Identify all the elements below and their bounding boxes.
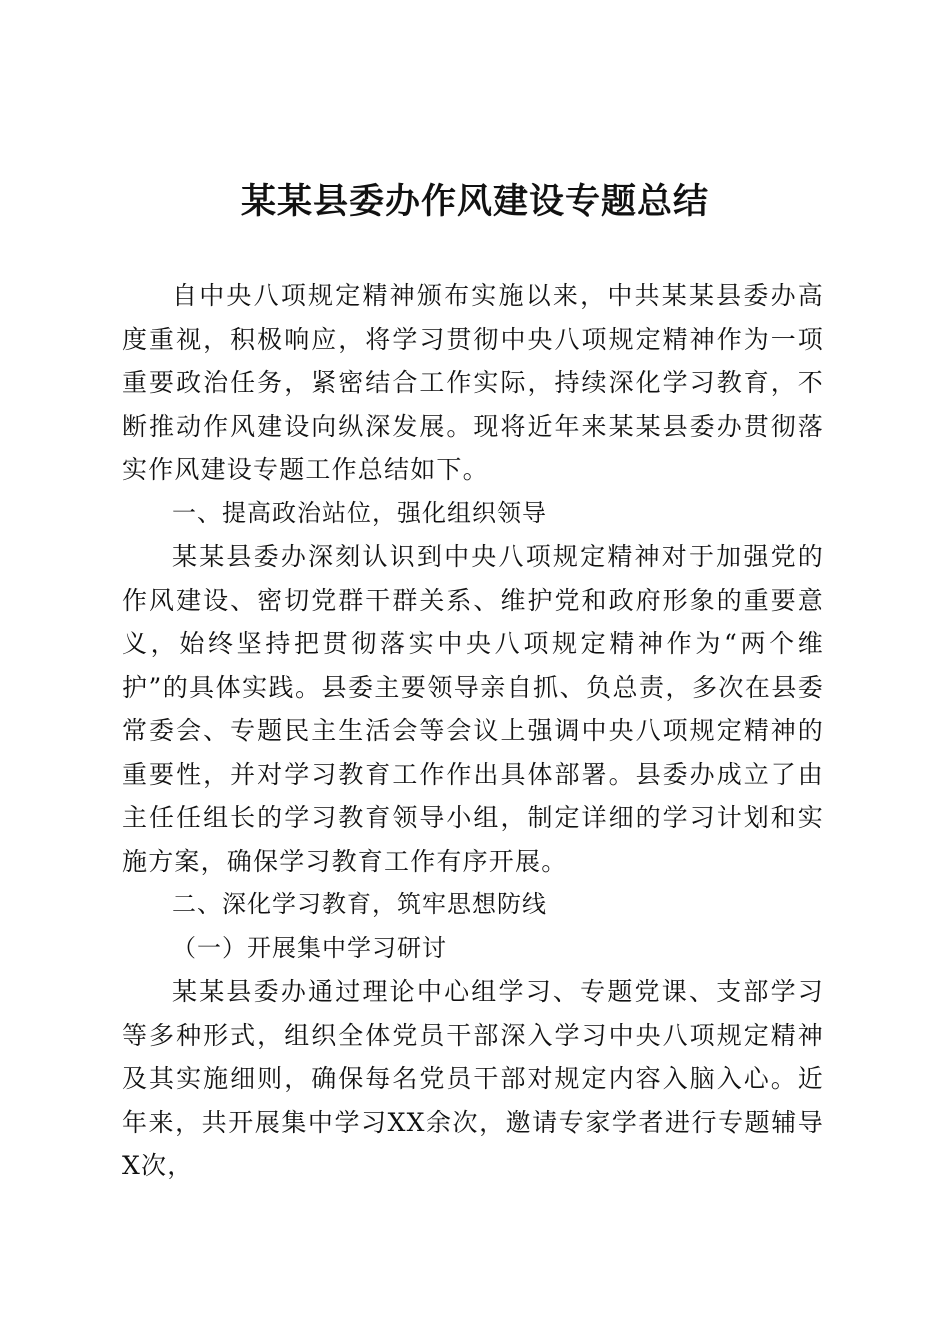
document-title: 某某县委办作风建设专题总结	[240, 181, 709, 222]
intro-paragraph: 自中央八项规定精神颁布实施以来，中共某某县委办高度重视，积极响应，将学习贯彻中央八项规定精神作为一项重要政治任务，紧密结合工作实际，持续深化学习教育，不断推动作风建设向纵深发展。现将近年来某某县委办贯彻落实作风建设专题工作总结如下。	[122, 281, 824, 484]
section-1-heading: 一、提高政治站位，强化组织领导	[172, 498, 547, 527]
section-2-paragraph-1: 某某县委办通过理论中心组学习、专题党课、支部学习等多种形式，组织全体党员干部深入学习中央八项规定精神及其实施细则，确保每名党员干部对规定内容入脑入心。近年来，共开展集中学习XX余次，邀请专家学者进行专题辅导X次，	[122, 977, 824, 1180]
section-2-subheading-1: （一）开展集中学习研讨	[172, 933, 447, 962]
section-1-paragraph: 某某县委办深刻认识到中央八项规定精神对于加强党的作风建设、密切党群干群关系、维护党和政府形象的重要意义，始终坚持把贯彻落实中央八项规定精神作为“两个维护”的具体实践。县委主要领导亲自抓、负总责，多次在县委常委会、专题民主生活会等会议上强调中央八项规定精神的重要性，并对学习教育工作作出具体部署。县委办成立了由主任任组长的学习教育领导小组，制定详细的学习计划和实施方案，确保学习教育工作有序开展。	[122, 542, 824, 876]
document-body	[122, 274, 824, 1188]
section-2-heading: 二、深化学习教育，筑牢思想防线	[172, 890, 547, 918]
